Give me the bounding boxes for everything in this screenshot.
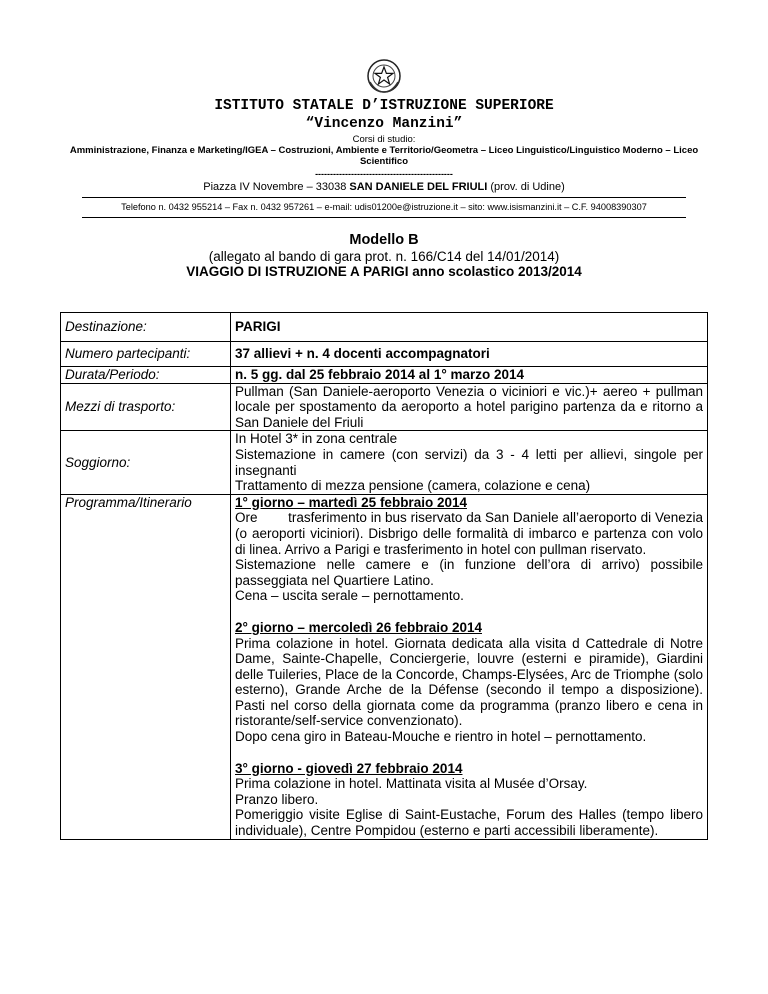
day1-line: Sistemazione nelle camere e (in funzione dell’ora di arrivo) possibile passeggiata nel Quartiere Latino. [235, 557, 703, 588]
day2-line: Dopo cena giro in Bateau-Mouche e rientro in hotel – pernottamento. [235, 729, 647, 745]
day2-line: Prima colazione in hotel. Giornata dedicata alla visita d Cattedrale di Notre Dame, Sainte-Chapelle, Conciergerie, louvre (esterni e piramide), Giardini delle Tuileries, Place de la Concorde, Champs-Elysées, Arc de Triomphe (solo esterno), Grande Arche de la Défense (secondo il tempo a disposizione). Pasti nel corso della giornata come da programma (pranzo libero e cena in ristorante/self-service convenzionato). [235, 635, 703, 729]
day3-line: Pranzo libero. [235, 791, 319, 807]
soggiorno-line: Sistemazione in camere (con servizi) da 3 - 4 letti per allievi, singole per insegnanti [235, 446, 703, 478]
document-reference: (allegato al bando di gara prot. n. 166/C14 del 14/01/2014) [208, 249, 560, 264]
courses-list: Amministrazione, Finanza e Marketing/IGEA – Costruzioni, Ambiente e Territorio/Geometra – Liceo Linguistico/Linguistico Moderno – Liceo Scientifico [69, 145, 699, 167]
value-mezzi: Pullman (San Daniele-aeroporto Venezia o viciniori e vic.)+ aereo + pullman locale per spostamento da aeroporto a hotel parigino partenza da e ritorno a San Daniele del Friuli [231, 383, 708, 431]
school-subname: “Vincenzo Manzini” [305, 116, 463, 132]
label-programma: Programma/Itinerario [61, 494, 231, 839]
value-soggiorno [231, 431, 708, 494]
row-partecipanti [61, 342, 708, 367]
republic-emblem-icon [366, 58, 402, 94]
courses-label: Corsi di studio: [352, 134, 416, 145]
trip-details-table [60, 312, 708, 840]
soggiorno-line: Trattamento di mezza pensione (camera, colazione e cena) [235, 478, 591, 494]
address-suffix: (prov. di Udine) [487, 181, 565, 193]
day1-line: Ore trasferimento in bus riservato da San Daniele all’aeroporto di Venezia (o aeroporti viciniori). Disbrigo delle formalità di imbarco e partenza con volo di linea. Arrivo a Parigi e trasferimento in hotel con pullman riservato. [235, 510, 707, 557]
row-durata [61, 367, 708, 384]
value-programma [231, 494, 708, 839]
school-address [0, 181, 768, 193]
address-prefix: Piazza IV Novembre – 33038 [203, 181, 350, 193]
day1-title: 1° giorno – martedì 25 febbraio 2014 [235, 494, 467, 510]
row-destinazione [61, 313, 708, 342]
day3-line: Pomeriggio visite Eglise di Saint-Eustache, Forum des Halles (tempo libero individuale), Centre Pompidou (esterno e parti accessibili liberamente). [235, 807, 703, 839]
document-subject: VIAGGIO DI ISTRUZIONE A PARIGI anno scolastico 2013/2014 [186, 264, 582, 279]
label-partecipanti: Numero partecipanti: [61, 342, 231, 367]
value-durata: n. 5 gg. dal 25 febbraio 2014 al 1° marzo 2014 [231, 367, 708, 384]
row-programma [61, 494, 708, 839]
address-city: SAN DANIELE DEL FRIULI [349, 181, 488, 193]
value-partecipanti: 37 allievi + n. 4 docenti accompagnatori [231, 342, 708, 367]
label-soggiorno: Soggiorno: [61, 431, 231, 494]
row-soggiorno [61, 431, 708, 494]
day3-line: Prima colazione in hotel. Mattinata visita al Musée d’Orsay. [235, 776, 588, 792]
label-destinazione: Destinazione: [61, 313, 231, 342]
document-title: Modello B [349, 232, 419, 248]
soggiorno-line: In Hotel 3* in zona centrale [235, 431, 398, 447]
day3-title: 3° giorno - giovedì 27 febbraio 2014 [235, 760, 463, 776]
header-rule-bottom [82, 217, 686, 218]
label-mezzi: Mezzi di trasporto: [61, 383, 231, 431]
school-contacts: Telefono n. 0432 955214 – Fax n. 0432 957261 – e-mail: udis01200e@istruzione.it – sito: www.isismanzini.it – C.F. 94008390307 [121, 202, 647, 212]
day1-line: Cena – uscita serale – pernottamento. [235, 588, 464, 604]
separator-dashes: ---------------------------------------------- [315, 169, 453, 179]
header-rule-top [82, 197, 686, 198]
row-mezzi [61, 383, 708, 431]
label-durata: Durata/Periodo: [61, 367, 231, 384]
value-destinazione: PARIGI [231, 313, 708, 342]
day2-title: 2° giorno – mercoledì 26 febbraio 2014 [235, 619, 482, 635]
school-name: ISTITUTO STATALE D’ISTRUZIONE SUPERIORE [214, 98, 554, 114]
